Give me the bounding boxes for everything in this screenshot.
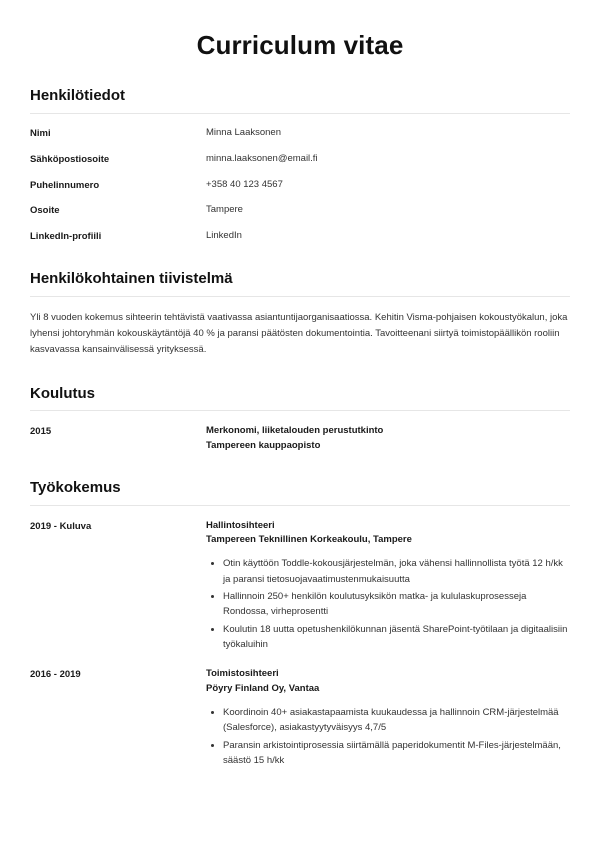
personal-detail-value: Tampere [206, 204, 243, 216]
section-heading-personal-summary: Henkilökohtainen tiivistelmä [30, 270, 233, 287]
section-heading-personal-details: Henkilötiedot [30, 87, 126, 105]
education-entry-degree: Merkonomi, liiketalouden perustutkinto [206, 425, 384, 437]
personal-detail-label: Nimi [30, 127, 51, 139]
section-heading-work-experience: Työkokemus [30, 478, 121, 496]
work-entry-job-title: Toimistosihteeri [206, 668, 279, 680]
personal-detail-label: Puhelinnumero [30, 179, 100, 191]
personal-detail-label: Sähköpostiosoite [30, 153, 110, 165]
personal-detail-value-linkedin: LinkedIn [206, 230, 242, 242]
work-experience-entry [30, 667, 570, 768]
section-work-experience [30, 479, 570, 769]
work-entry-achievement-item: Paransin arkistointiprosessia siirtämällä paperidokumentit M-Files-järjestelmään, säästö 15 h/kk [223, 738, 570, 769]
education-entry-body [206, 424, 570, 453]
section-divider [30, 113, 570, 114]
section-heading-education: Koulutus [30, 384, 95, 402]
education-entry-date: 2015 [30, 426, 52, 438]
personal-summary-text: Yli 8 vuoden kokemus sihteerin tehtävistä vaativassa asiantuntijaorganisaatiossa. Kehitin Visma-pohjaisen kokoustyökalun, joka lyhensi johtoryhmän kokouskäytäntöjä 40 % ja paransi päätösten dokumentointia. Tavoitteenani siirtyä toimistopäällikön rooliin kasvavassa kansainvälisessä yrityksessä. [30, 311, 568, 356]
section-divider [30, 410, 570, 411]
education-entry-institution: Tampereen kauppaopisto [206, 439, 321, 451]
section-divider [30, 505, 570, 506]
personal-detail-row [30, 127, 570, 141]
work-entry-achievement-item: Hallinnoin 250+ henkilön koulutusyksikön matka- ja kululaskuprosesseja Rondossa, virheprosentti [223, 589, 570, 620]
personal-detail-row [30, 153, 570, 167]
section-education [30, 385, 570, 453]
page-title: Curriculum vitae [196, 30, 404, 60]
personal-detail-value: +358 40 123 4567 [206, 178, 283, 190]
work-entry-achievement-item: Koulutin 18 uutta opetushenkilökunnan jäsentä SharePoint-työtilaan ja digitaalisiin työkaluihin [223, 622, 570, 653]
personal-detail-value: minna.laaksonen@email.fi [206, 152, 318, 164]
work-entry-employer: Tampereen Teknillinen Korkeakoulu, Tampere [206, 533, 412, 545]
work-entry-achievements [206, 556, 570, 652]
section-personal-details [30, 87, 570, 244]
personal-detail-value: Minna Laaksonen [206, 126, 281, 138]
work-entry-body [206, 667, 570, 768]
work-entry-achievements [206, 705, 570, 769]
personal-detail-label: LinkedIn-profiili [30, 231, 102, 243]
personal-details-list [30, 127, 570, 244]
education-entry [30, 424, 570, 453]
work-experience-entry [30, 519, 570, 653]
personal-detail-row [30, 230, 570, 244]
work-entry-body [206, 519, 570, 653]
section-personal-summary [30, 270, 570, 359]
work-entry-employer: Pöyry Finland Oy, Vantaa [206, 682, 320, 694]
work-entry-achievement-item: Otin käyttöön Toddle-kokousjärjestelmän, joka vähensi hallinnollista työtä 12 h/kk ja paransi tietosuojavaatimustenmukaisuutta [223, 556, 570, 587]
work-entry-date: 2019 - Kuluva [30, 520, 92, 532]
personal-detail-row [30, 179, 570, 193]
work-entry-date: 2016 - 2019 [30, 669, 81, 681]
personal-detail-row [30, 204, 570, 218]
personal-detail-label: Osoite [30, 205, 60, 217]
section-divider [30, 296, 570, 297]
work-entry-achievement-item: Koordinoin 40+ asiakastapaamista kuukaudessa ja hallinnoin CRM-järjestelmää (Salesforce), asiakastyytyväisyys 4,7/5 [223, 705, 570, 736]
work-entry-job-title: Hallintosihteeri [206, 519, 275, 531]
